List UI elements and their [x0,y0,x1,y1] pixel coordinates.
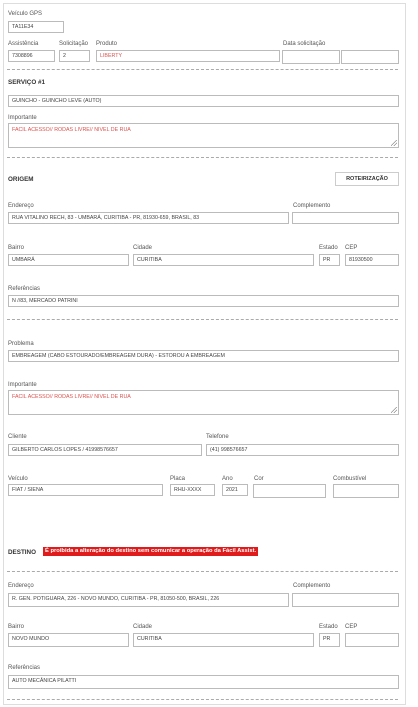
placa-field[interactable]: RHU-XXXX [170,484,215,496]
origem-estado-field[interactable]: PR [319,254,340,266]
destino-bairro-field[interactable]: NOVO MUNDO [8,633,129,647]
origem-bairro-field[interactable]: UMBARÁ [8,254,129,266]
telefone-label: Telefone [206,434,229,440]
servico-importante-text: FACIL ACESSO// RODAS LIVRE// NIVEL DE RUA [12,127,131,133]
servico-tipo-field[interactable]: GUINCHO - GUINCHO LEVE (AUTO) [8,95,399,107]
resize-grip-icon[interactable] [391,407,397,413]
combustivel-label: Combustível [333,476,367,482]
origem-cidade-field[interactable]: CURITIBA [133,254,314,266]
destino-cidade-field[interactable]: CURITIBA [133,633,314,647]
veiculo-gps-field[interactable]: TA11E34 [8,21,64,33]
cor-field[interactable] [253,484,326,498]
divider [7,571,398,572]
destino-endereco-label: Endereço [8,583,34,589]
resize-grip-icon[interactable] [391,140,397,146]
destino-referencias-label: Referências [8,665,41,671]
destino-title: DESTINO [8,549,36,556]
servico-title: SERVIÇO #1 [8,79,45,86]
origem-referencias-field[interactable]: N //83, MERCADO PATRINI [8,295,399,307]
origem-endereco-field[interactable]: RUA VITALINO RECH, 83 - UMBARÁ, CURITIBA - PR, 81930-659, BRASIL, 83 [8,212,289,224]
destino-cidade-label: Cidade [133,624,153,630]
origem-cep-field[interactable]: 81930500 [345,254,399,266]
cor-label: Cor [254,476,264,482]
produto-label: Produto [96,41,118,47]
destino-complemento-label: Complemento [293,583,331,589]
origem-cidade-label: Cidade [133,245,153,251]
origem-complemento-field[interactable] [292,212,399,224]
produto-field[interactable]: LIBERTY [96,50,280,62]
destino-warning-badge: É proibida a alteração do destino sem comunicar a operação da Fácil Assist. [45,548,257,554]
ano-label: Ano [222,476,233,482]
problema-importante-textarea[interactable] [8,390,399,415]
cliente-label: Cliente [8,434,27,440]
destino-estado-field[interactable]: PR [319,633,340,647]
origem-cep-label: CEP [345,245,358,251]
veiculo-field[interactable]: FIAT / SIENA [8,484,163,496]
origem-estado-label: Estado [319,245,338,251]
destino-complemento-field[interactable] [292,593,399,607]
divider [7,319,398,320]
placa-label: Placa [170,476,186,482]
destino-bairro-label: Bairro [8,624,25,630]
combustivel-field[interactable] [333,484,399,498]
divider [7,69,398,70]
divider [7,157,398,158]
destino-cep-field[interactable] [345,633,399,647]
servico-importante-textarea[interactable] [8,123,399,148]
roteirizacao-button[interactable]: ROTEIRIZAÇÃO [335,172,399,186]
hora-solicitacao-field[interactable] [341,50,399,64]
destino-referencias-field[interactable]: AUTO MECÂNICA PILATTI [8,675,399,689]
solicitacao-field[interactable]: 2 [59,50,90,62]
data-solicitacao-field[interactable] [282,50,340,64]
origem-referencias-label: Referências [8,286,41,292]
telefone-field[interactable]: (41) 998576657 [206,444,399,456]
veiculo-gps-label: Veículo GPS [8,11,43,17]
origem-endereco-label: Endereço [8,203,34,209]
veiculo-label: Veículo [8,476,28,482]
data-solicitacao-label: Data solicitação [283,41,326,47]
assistencia-field[interactable]: 7308896 [8,50,55,62]
assistencia-label: Assistência [8,41,39,47]
destino-endereco-field[interactable]: R. GEN. POTIGUARA, 226 - NOVO MUNDO, CURITIBA - PR, 81050-500, BRASIL, 226 [8,593,289,607]
origem-complemento-label: Complemento [293,203,331,209]
origem-title: ORIGEM [8,176,34,183]
ano-field[interactable]: 2021 [222,484,248,496]
divider [7,699,398,700]
problema-importante-text: FACIL ACESSO// RODAS LIVRE// NIVEL DE RUA [12,394,131,400]
destino-estado-label: Estado [319,624,338,630]
solicitacao-label: Solicitação [59,41,89,47]
origem-bairro-label: Bairro [8,245,25,251]
problema-label: Problema [8,341,34,347]
destino-cep-label: CEP [345,624,358,630]
problema-field[interactable]: EMBREAGEM (CABO ESTOURADO/EMBREAGEM DURA) - ESTOROU A EMBREAGEM [8,350,399,362]
cliente-field[interactable]: GILBERTO CARLOS LOPES / 41998576657 [8,444,202,456]
servico-importante-label: Importante [8,115,37,121]
problema-importante-label: Importante [8,382,37,388]
